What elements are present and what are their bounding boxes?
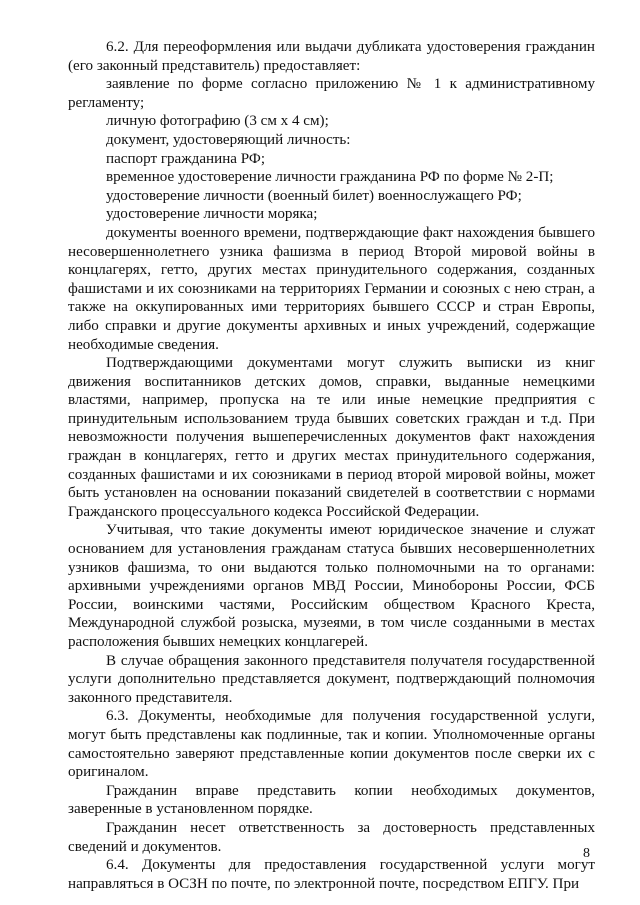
paragraph: 6.3. Документы, необходимые для получения государственной услуги, могут быть представлены как подлинные, так и копии. Уполномоченные органы самостоятельно заверяют представленные копии документов после сверки их с оригиналом.: [68, 708, 595, 781]
page-number: 8: [583, 846, 590, 861]
paragraph: заявление по форме согласно приложению № 1 к административному регламенту;: [68, 76, 595, 111]
list-item: личную фотографию (3 см х 4 см);: [106, 113, 329, 130]
paragraph: В случае обращения законного представителя получателя государственной услуги дополнительно представляется документ, подтверждающий полномочия законного представителя.: [68, 652, 595, 706]
paragraph: 6.2. Для переоформления или выдачи дубликата удостоверения гражданин (его законный представитель) предоставляет:: [68, 39, 595, 74]
document-page: [68, 38, 595, 893]
paragraph: Подтверждающими документами могут служить выписки из книг движения воспитанников детских домов, справки, выданные немецкими властями, например, пропуска на те или иные немецкие предприятия с принудительным использованием труда бывших советских граждан и т.д. При невозможности получения вышеперечисленных документов факт нахождения граждан в концлагерях, гетто и других местах принудительного содержания, созданных фашистами и их союзниками в период второй мировой войны, может быть установлен на основании показаний свидетелей в соответствии с нормами Гражданского процессуального кодекса Российской Федерации.: [68, 355, 595, 520]
list-item: паспорт гражданина РФ;: [106, 150, 266, 167]
paragraph: 6.4. Документы для предоставления государственной услуги могут направляться в ОСЗН по почте, по электронной почте, посредством ЕПГУ. При: [68, 857, 595, 892]
list-item: удостоверение личности моряка;: [106, 206, 318, 223]
paragraph: документы военного времени, подтверждающие факт нахождения бывшего несовершеннолетнего узника фашизма в период Второй мировой войны в концлагерях, гетто, других местах принудительного содержания, созданных фашистами и их союзниками на территориях Германии и союзных с нею стран, а также на оккупированных ими территориях бывшего СССР и стран Европы, либо справки и другие документы архивных и иных учреждений, содержащие необходимые сведения.: [68, 224, 595, 353]
paragraph: Учитывая, что такие документы имеют юридическое значение и служат основанием для установления гражданам статуса бывших несовершеннолетних узников фашизма, то они выдаются только полномочными на то органами: архивными учреждениями органов МВД России, Минобороны России, ФСБ России, воинскими частями, Российским обществом Красного Креста, Международной службой розыска, музеями, в том числе созданными в местах расположения бывших немецких концлагерей.: [68, 522, 595, 650]
list-item: временное удостоверение личности гражданина РФ по форме № 2-П;: [106, 169, 554, 186]
list-item: документ, удостоверяющий личность:: [106, 131, 351, 148]
paragraph: Гражданин вправе представить копии необходимых документов, заверенные в установленном порядке.: [68, 782, 595, 818]
paragraph: Гражданин несет ответственность за достоверность представленных сведений и документов.: [68, 819, 595, 855]
list-item: удостоверение личности (военный билет) военнослужащего РФ;: [106, 187, 522, 204]
